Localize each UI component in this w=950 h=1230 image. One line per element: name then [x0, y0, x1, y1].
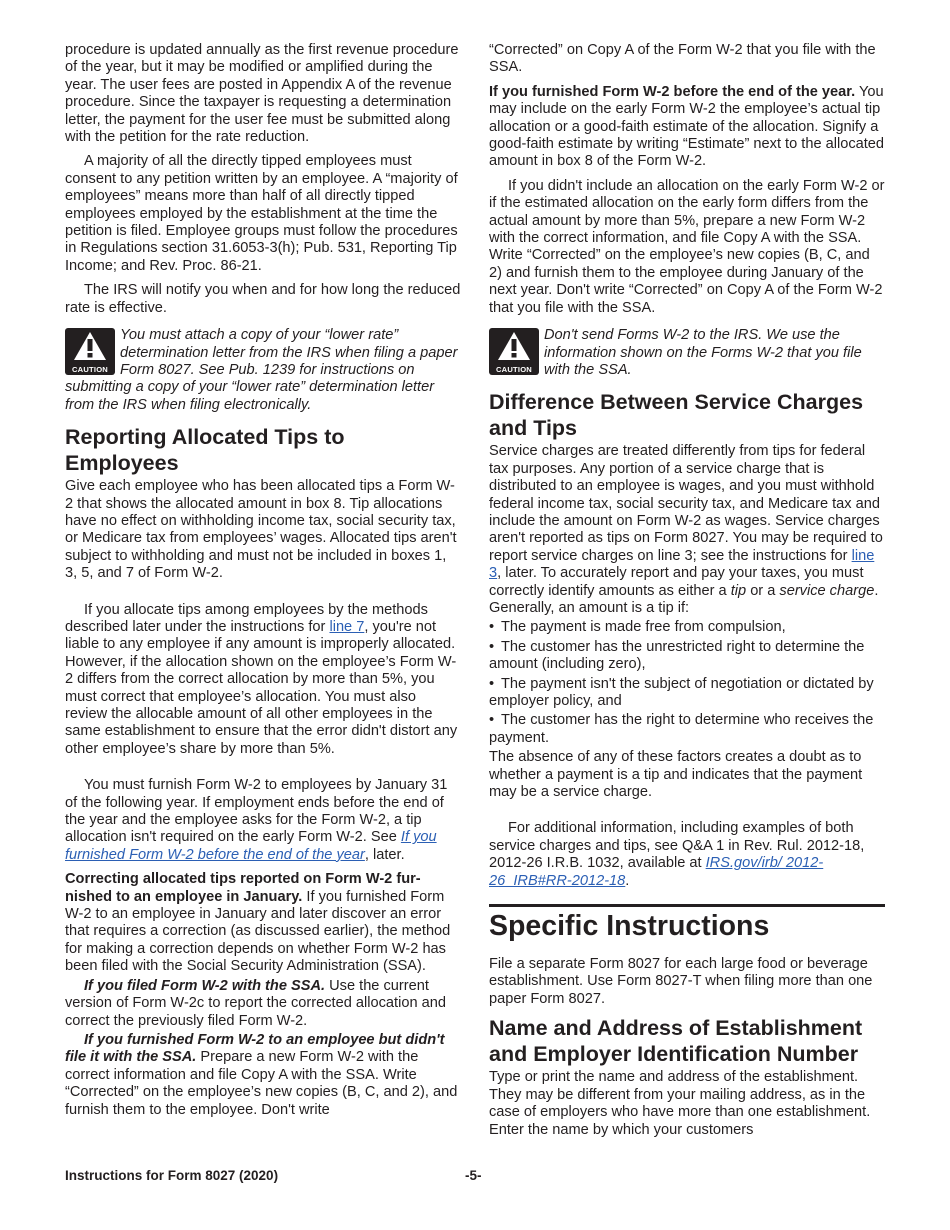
paragraph: If you allocate tips among employees by the methods described later under the instructions for line 7, you're not liable to any employee if any amount is improperly allocated. However, if the allocation shown on the employee’s Form W-2 differs from the correct allocation by more than 5%, you must correct that employee’s allocation. You must also review the allocable amount of all other employees in the same establishment to ensure that the error didn't distort any other employee’s share by more than 5%.: [65, 601, 458, 757]
section-heading: Name and Address of Establishment and Employer Identification Number: [489, 1016, 863, 1067]
paragraph: The IRS will notify you when and for how long the reduced rate is effective.: [65, 282, 461, 316]
paragraph: Correcting allocated tips reported on Form W-2 fur-nished to an employee in January. If you furnished Form W-2 to an employee in January and later discover an error that requires a correction (as discussed earlier), the method for making a correction depends on whether Form W-2 has been filed with the Social Security Administration (SSA).: [65, 871, 451, 975]
list-item: • The payment isn't the subject of negotiation or dictated by employer policy, and: [489, 675, 874, 709]
line-7-link[interactable]: line 7: [329, 618, 365, 635]
paragraph: If you didn't include an allocation on the early Form W-2 or if the estimated allocation on the early form differs from the actual amount by more than 5%, prepare a new Form W-2 with the correct information, and file Copy A with the SSA. Write “Corrected” on the employee’s new copies (B, C, and 2) and furnish them to the employee during January of the next year. Don't write “Corrected” on Copy A of the Form W-2 that you file with the SSA.: [489, 177, 885, 316]
right-column: [489, 42, 885, 1146]
paragraph: Type or print the name and address of the establishment. They may be different from your mailing address, as in the case of employers who have more than one establishment. Enter the name by which your customers: [489, 1069, 871, 1138]
paragraph: If you furnished Form W-2 before the end of the year. You may include on the early Form W-2 the employee’s actual tip allocation or a good-faith estimate of the allocation. Signify a good-faith estimate by writing “Estimate” next to the allocated amount in box 8 of the Form W-2.: [489, 83, 885, 170]
paragraph: Service charges are treated differently from tips for federal tax purposes. Any portion of a service charge that is distributed to an employee is wages, and you must withhold federal income tax, social security tax, and Medicare tax and include the amount on Form W-2 as wages. Service charges aren't reported as tips on Form 8027. You may be required to report service charges on line 3; see the instructions for line 3, later. To accurately report and pay your taxes, you must correctly identify amounts as either a tip or a service charge. Generally, an amount is a tip if:: [489, 443, 883, 616]
caution-icon: [489, 328, 539, 375]
caution-box: [65, 327, 461, 414]
paragraph: File a separate Form 8027 for each large food or beverage establishment. Use Form 8027-T when filing more than one paper Form 8027.: [489, 956, 873, 1007]
caution-text: You must attach a copy of your “lower rate” determination letter from the IRS when filing a paper Form 8027. See Pub. 1239 for instructions on submitting a copy of your “lower rate” determination letter from the IRS when filing electronically.: [65, 327, 458, 413]
list-item: • The payment is made free from compulsion,: [489, 619, 786, 636]
irs-gov-irb-link[interactable]: IRS.gov/irb/ 2012-26_IRB#RR-2012-18: [489, 855, 824, 889]
section-heading: Reporting Allocated Tips to Employees: [65, 425, 345, 476]
paragraph: For additional information, including examples of both service charges and tips, see Q&A 1 in Rev. Rul. 2012-18, 2012-26 I.R.B. 1032, available at IRS.gov/irb/ 2012-26_IRB#RR-2012-18.: [489, 820, 865, 889]
furnished-before-end-link[interactable]: If you furnished Form W-2 before the end of the year: [65, 829, 437, 863]
list-item: • The customer has the right to determine who receives the payment.: [489, 712, 874, 746]
page-number: -5-: [465, 1168, 482, 1183]
bullet-list: [489, 619, 885, 747]
caution-icon: [65, 328, 115, 375]
paragraph: If you filed Form W-2 with the SSA. Use the current version of Form W-2c to report the corrected allocation and correct the previously filed Form W-2.: [65, 977, 446, 1029]
section-heading: Difference Between Service Charges and Tips: [489, 390, 864, 441]
paragraph: Give each employee who has been allocated tips a Form W-2 that shows the allocated amount in box 8. Tip allocations have no effect on withholding income tax, social security tax, or Medicare tax from employees’ wages. Allocated tips aren't subject to withholding and must not be included in boxes 1, 3, 5, and 7 of Form W-2.: [65, 478, 457, 582]
line-3-link[interactable]: line 3: [489, 547, 875, 582]
paragraph: procedure is updated annually as the first revenue procedure of the year, but it may be modified or amplified during the year. The user fees are posted in Appendix A of the revenue procedure. Since the taxpayer is requesting a determination letter, the payment for the user fee must be submitted along with the petition for the rate reduction.: [65, 42, 459, 146]
paragraph: If you furnished Form W-2 to an employee but didn't file it with the SSA. Prepare a new Form W-2 with the correct information and file Copy A with the SSA. Write “Corrected” on the employee’s new copies (B, C, and 2), and furnish them to the employee. Don't write: [65, 1031, 458, 1118]
caution-box: [489, 327, 885, 379]
paragraph: “Corrected” on Copy A of the Form W-2 that you file with the SSA.: [489, 42, 876, 76]
caution-label: CAUTION: [72, 365, 108, 375]
caution-label: CAUTION: [496, 365, 532, 375]
paragraph: You must furnish Form W-2 to employees by January 31 of the following year. If employment ends before the end of the year and the employee asks for the Form W-2, a tip allocation isn't required on the early Form W-2. See If you furnished Form W-2 before the end of the year, later.: [65, 777, 448, 863]
left-column: [65, 42, 461, 1126]
footer-title: Instructions for Form 8027 (2020): [65, 1168, 279, 1183]
section-divider: [489, 904, 885, 907]
paragraph: A majority of all the directly tipped employees must consent to any petition written by an employee. A “majority of employees” means more than half of all directly tipped employees employed by the establishment at the time the petition is filed. Employee groups must follow the procedures in Regulations section 31.6053-3(h); Pub. 531, Reporting Tip Income; and Rev. Proc. 86-21.: [65, 153, 458, 274]
paragraph: The absence of any of these factors creates a doubt as to whether a payment is a tip and indicates that the payment may be a service charge.: [489, 749, 863, 801]
list-item: • The customer has the unrestricted right to determine the amount (including zero),: [489, 638, 865, 673]
caution-text: Don't send Forms W-2 to the IRS. We use the information shown on the Forms W-2 that you file with the SSA.: [544, 327, 862, 378]
main-heading: Specific Instructions: [489, 910, 770, 943]
